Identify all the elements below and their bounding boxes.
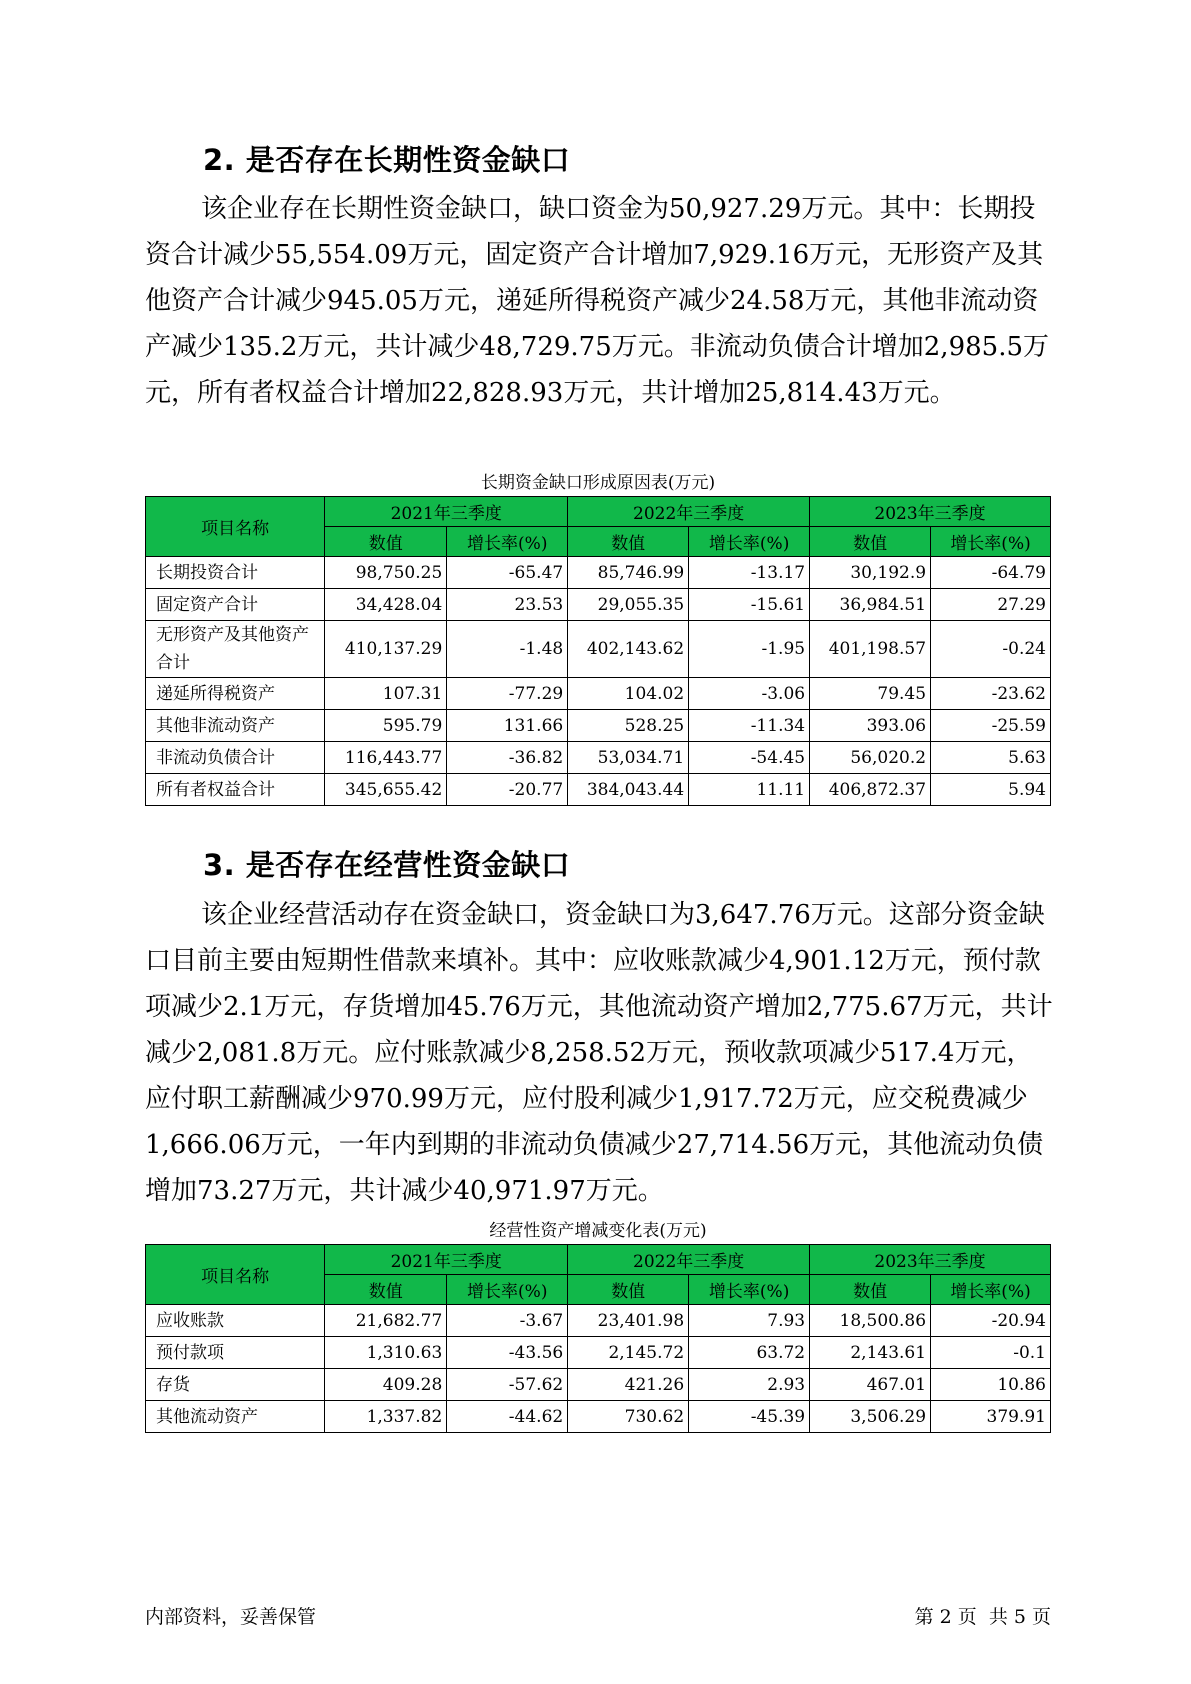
cell-value: 104.02 [568,678,689,710]
footer-page-number: 第 2 页 共 5 页 [914,1606,1051,1628]
header-period: 2023年三季度 [810,1245,1051,1275]
cell-value: 409.28 [325,1369,447,1401]
header-growth-rate: 增长率(%) [689,527,810,557]
cell-growth-rate: -1.95 [689,621,810,678]
cell-growth-rate: -45.39 [689,1401,810,1433]
cell-growth-rate: -54.45 [689,742,810,774]
cell-growth-rate: 23.53 [447,589,568,621]
cell-growth-rate: -13.17 [689,557,810,589]
cell-growth-rate: -57.62 [447,1369,568,1401]
row-item-name: 递延所得税资产 [146,678,325,710]
table-row [146,774,1051,806]
table-row [146,557,1051,589]
row-item-name: 长期投资合计 [146,557,325,589]
cell-value: 29,055.35 [568,589,689,621]
cell-growth-rate: 10.86 [931,1369,1051,1401]
cell-growth-rate: -0.1 [931,1337,1051,1369]
cell-value: 56,020.2 [810,742,931,774]
cell-value: 410,137.29 [325,621,447,678]
row-item-name: 无形资产及其他资产合计 [146,621,325,678]
table-row [146,710,1051,742]
cell-growth-rate: 5.94 [931,774,1051,806]
cell-growth-rate: -15.61 [689,589,810,621]
cell-value: 2,145.72 [568,1337,689,1369]
cell-growth-rate: 7.93 [689,1305,810,1337]
header-value: 数值 [568,527,689,557]
table-row [146,1401,1051,1433]
cell-value: 30,192.9 [810,557,931,589]
cell-growth-rate: -11.34 [689,710,810,742]
cell-value: 34,428.04 [325,589,447,621]
table-2-caption: 经营性资产增减变化表(万元) [489,1221,707,1241]
cell-value: 116,443.77 [325,742,447,774]
cell-value: 85,746.99 [568,557,689,589]
table-body [146,1305,1051,1433]
cell-growth-rate: 2.93 [689,1369,810,1401]
header-period: 2022年三季度 [568,497,810,527]
header-period: 2023年三季度 [810,497,1051,527]
header-period: 2021年三季度 [325,497,568,527]
cell-growth-rate: -36.82 [447,742,568,774]
cell-growth-rate: -20.94 [931,1305,1051,1337]
header-value: 数值 [810,1275,931,1305]
row-item-name: 非流动负债合计 [146,742,325,774]
header-growth-rate: 增长率(%) [447,527,568,557]
cell-growth-rate: -20.77 [447,774,568,806]
cell-growth-rate: -25.59 [931,710,1051,742]
section-2-text: 该企业存在长期性资金缺口，缺口资金为50,927.29万元。其中：长期投资合计减少55,554.09万元，固定资产合计增加7,929.16万元，无形资产及其他资产合计减少945.05万元，递延所得税资产减少24.58万元，其他非流动资产减少135.2万元，共计减少48,729.75万元。非流动负债合计增加2,985.5万元，所有者权益合计增加22,828.93万元，共计增加25,814.43万元。 [145,194,1049,408]
footer-confidential-note: 内部资料，妥善保管 [145,1606,317,1628]
table-row [146,678,1051,710]
cell-value: 406,872.37 [810,774,931,806]
cell-value: 421.26 [568,1369,689,1401]
header-value: 数值 [810,527,931,557]
cell-value: 402,143.62 [568,621,689,678]
cell-value: 401,198.57 [810,621,931,678]
table-row [146,1337,1051,1369]
table-row [146,1369,1051,1401]
cell-value: 18,500.86 [810,1305,931,1337]
cell-growth-rate: -23.62 [931,678,1051,710]
cell-value: 345,655.42 [325,774,447,806]
cell-value: 1,337.82 [325,1401,447,1433]
header-value: 数值 [325,1275,447,1305]
header-item-name: 项目名称 [146,1245,325,1305]
cell-value: 467.01 [810,1369,931,1401]
cell-value: 107.31 [325,678,447,710]
header-value: 数值 [325,527,447,557]
cell-growth-rate: -77.29 [447,678,568,710]
row-item-name: 固定资产合计 [146,589,325,621]
section-3-paragraph [145,892,1055,1214]
header-item-name: 项目名称 [146,497,325,557]
header-growth-rate: 增长率(%) [931,527,1051,557]
section-2-heading: 2. 是否存在长期性资金缺口 [203,143,571,177]
table-1-caption: 长期资金缺口形成原因表(万元) [480,473,716,493]
table-row [146,589,1051,621]
row-item-name: 其他流动资产 [146,1401,325,1433]
cell-growth-rate: -64.79 [931,557,1051,589]
cell-growth-rate: 27.29 [931,589,1051,621]
row-item-name: 所有者权益合计 [146,774,325,806]
row-item-name: 存货 [146,1369,325,1401]
cell-value: 595.79 [325,710,447,742]
cell-growth-rate: -43.56 [447,1337,568,1369]
section-3-text: 该企业经营活动存在资金缺口，资金缺口为3,647.76万元。这部分资金缺口目前主要由短期性借款来填补。其中：应收账款减少4,901.12万元，预付款项减少2.1万元，存货增加45.76万元，其他流动资产增加2,775.67万元，共计减少2,081.8万元。应付账款减少8,258.52万元，预收款项减少517.4万元，应付职工薪酬减少970.99万元，应付股利减少1,917.72万元，应交税费减少1,666.06万元，一年内到期的非流动负债减少27,714.56万元，其他流动负债增加73.27万元，共计减少40,971.97万元。 [145,900,1053,1206]
cell-growth-rate: 131.66 [447,710,568,742]
long-term-gap-table [145,496,1051,806]
cell-value: 3,506.29 [810,1401,931,1433]
cell-value: 36,984.51 [810,589,931,621]
cell-growth-rate: -1.48 [447,621,568,678]
cell-value: 98,750.25 [325,557,447,589]
row-item-name: 其他非流动资产 [146,710,325,742]
table-row [146,621,1051,678]
cell-growth-rate: 11.11 [689,774,810,806]
header-period: 2021年三季度 [325,1245,568,1275]
cell-value: 528.25 [568,710,689,742]
table-row [146,742,1051,774]
header-growth-rate: 增长率(%) [689,1275,810,1305]
table-body [146,557,1051,806]
cell-value: 1,310.63 [325,1337,447,1369]
cell-value: 393.06 [810,710,931,742]
header-growth-rate: 增长率(%) [931,1275,1051,1305]
table-row [146,1305,1051,1337]
section-2-paragraph [145,186,1055,416]
cell-value: 53,034.71 [568,742,689,774]
header-growth-rate: 增长率(%) [447,1275,568,1305]
header-period: 2022年三季度 [568,1245,810,1275]
cell-growth-rate: 63.72 [689,1337,810,1369]
cell-value: 79.45 [810,678,931,710]
section-3-heading: 3. 是否存在经营性资金缺口 [203,848,571,882]
cell-value: 21,682.77 [325,1305,447,1337]
cell-growth-rate: 379.91 [931,1401,1051,1433]
cell-growth-rate: -65.47 [447,557,568,589]
cell-growth-rate: -3.67 [447,1305,568,1337]
row-item-name: 应收账款 [146,1305,325,1337]
cell-value: 730.62 [568,1401,689,1433]
header-value: 数值 [568,1275,689,1305]
cell-growth-rate: -44.62 [447,1401,568,1433]
cell-growth-rate: 5.63 [931,742,1051,774]
operating-assets-table [145,1244,1051,1433]
cell-value: 384,043.44 [568,774,689,806]
cell-growth-rate: -3.06 [689,678,810,710]
cell-value: 23,401.98 [568,1305,689,1337]
cell-value: 2,143.61 [810,1337,931,1369]
row-item-name: 预付款项 [146,1337,325,1369]
cell-growth-rate: -0.24 [931,621,1051,678]
